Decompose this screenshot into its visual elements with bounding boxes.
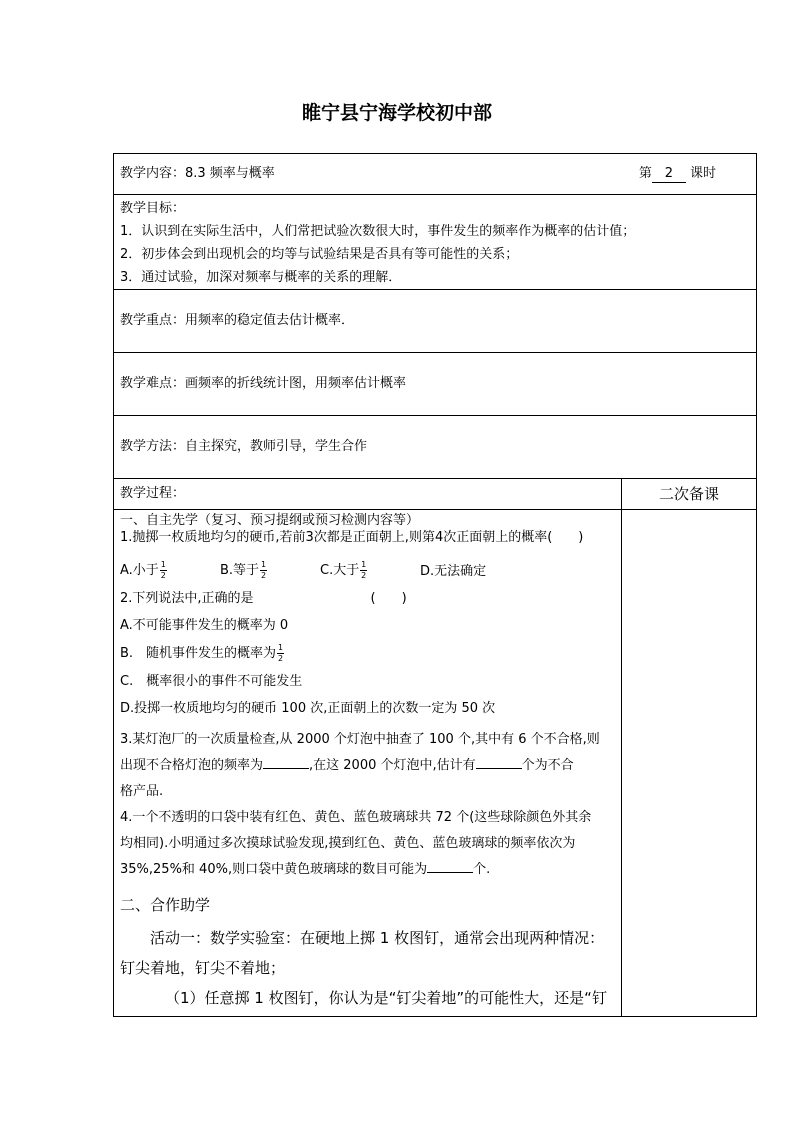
- difficulty-row: [114, 353, 757, 416]
- question-2-option-a: A.不可能事件发生的概率为 0: [120, 618, 289, 633]
- question-1-options: [120, 556, 615, 582]
- fraction: $\frac{1}{2}$: [261, 559, 267, 580]
- question-3-line-1: 3.某灯泡厂的一次质量检查,从 2000 个灯泡中抽查了 100 个,其中有 6 个不合格,则: [120, 732, 600, 747]
- question-2-option-b: B. 随机事件发生的概率为 $\frac{1}{2}$: [120, 643, 284, 663]
- goals-label: 教学目标：: [120, 201, 186, 216]
- answer-blank: [263, 756, 309, 769]
- question-2-option-d: D.投掷一枚质地均匀的硬币 100 次,正面朝上的次数一定为 50 次: [120, 701, 496, 716]
- activity-1-question: （1）任意掷 1 枚图钉，你认为是“钉尖着地”的可能性大，还是“钉: [165, 989, 607, 1007]
- lesson-plan-table: [113, 153, 757, 1017]
- section-1-heading: 一、自主先学（复习、预习提纲或预习检测内容等）: [120, 513, 420, 528]
- goals-row: [114, 195, 757, 290]
- answer-blank: [427, 860, 473, 873]
- fraction: $\frac{1}{2}$: [361, 559, 367, 580]
- difficulty-text: 教学难点：画频率的折线统计图，用频率估计概率: [120, 376, 407, 391]
- process-body-row: [114, 510, 757, 1017]
- question-4-line-1: 4.一个不透明的口袋中装有红色、黄色、蓝色玻璃球共 72 个(这些球除颜色外其余: [120, 810, 592, 825]
- question-3-line-3: 格产品.: [120, 784, 164, 799]
- fraction: $\frac{1}{2}$: [160, 559, 166, 580]
- option-d: D.无法确定: [420, 563, 487, 579]
- focus-text: 教学重点：用频率的稳定值去估计概率．: [120, 313, 355, 328]
- question-1: 1.抛掷一枚质地均匀的硬币,若前3次都是正面朝上,则第4次正面朝上的概率( ): [120, 530, 584, 545]
- lesson-count: 第 2 课时: [638, 166, 716, 181]
- goal-item: 1．认识到在实际生活中，人们常把试验次数很大时，事件发生的频率作为概率的估计值；: [120, 224, 636, 239]
- notes-label: 二次备课: [658, 485, 719, 503]
- process-content: [114, 510, 621, 1016]
- answer-blank: [476, 756, 522, 769]
- goal-item: 3．通过试验，加深对频率与概率的关系的理解．: [120, 270, 402, 285]
- question-4-line-3: 35%,25%和 40%,则口袋中黄色玻璃球的数目可能为 个.: [120, 862, 491, 877]
- content-row: [114, 154, 757, 195]
- focus-row: [114, 290, 757, 353]
- option-c: C.大于 $\frac{1}{2}$: [320, 559, 367, 580]
- method-text: 教学方法：自主探究，教师引导，学生合作: [120, 439, 368, 454]
- fraction: $\frac{1}{2}$: [278, 643, 284, 663]
- process-header-row: [114, 479, 757, 510]
- content-label: 教学内容：8.3 频率与概率: [120, 166, 275, 181]
- method-row: [114, 416, 757, 479]
- goal-item: 2．初步体会到出现机会的均等与试验结果是否具有等可能性的关系；: [120, 247, 519, 262]
- section-2-heading: 二、合作助学: [120, 896, 211, 914]
- lesson-number: 2: [652, 166, 686, 183]
- activity-1: 活动一：数学实验室：在硬地上掷 1 枚图钉，通常会出现两种情况：钉尖着地，钉尖不着地；: [120, 929, 605, 977]
- question-2-option-c: C. 概率很小的事件不可能发生: [120, 674, 303, 689]
- question-4-line-2: 均相同).小明通过多次摸球试验发现,摸到红色、黄色、蓝色玻璃球的频率依次为: [120, 836, 576, 851]
- option-a: A.小于 $\frac{1}{2}$: [120, 559, 166, 580]
- option-b: B.等于 $\frac{1}{2}$: [220, 559, 267, 580]
- question-2: 2.下列说法中,正确的是 ( ): [120, 591, 407, 606]
- question-3-line-2: 出现不合格灯泡的频率为 ,在这 2000 个灯泡中,估计有 个为不合: [120, 758, 574, 773]
- page-title: 睢宁县宁海学校初中部: [301, 102, 492, 124]
- process-label: 教学过程：: [120, 486, 186, 501]
